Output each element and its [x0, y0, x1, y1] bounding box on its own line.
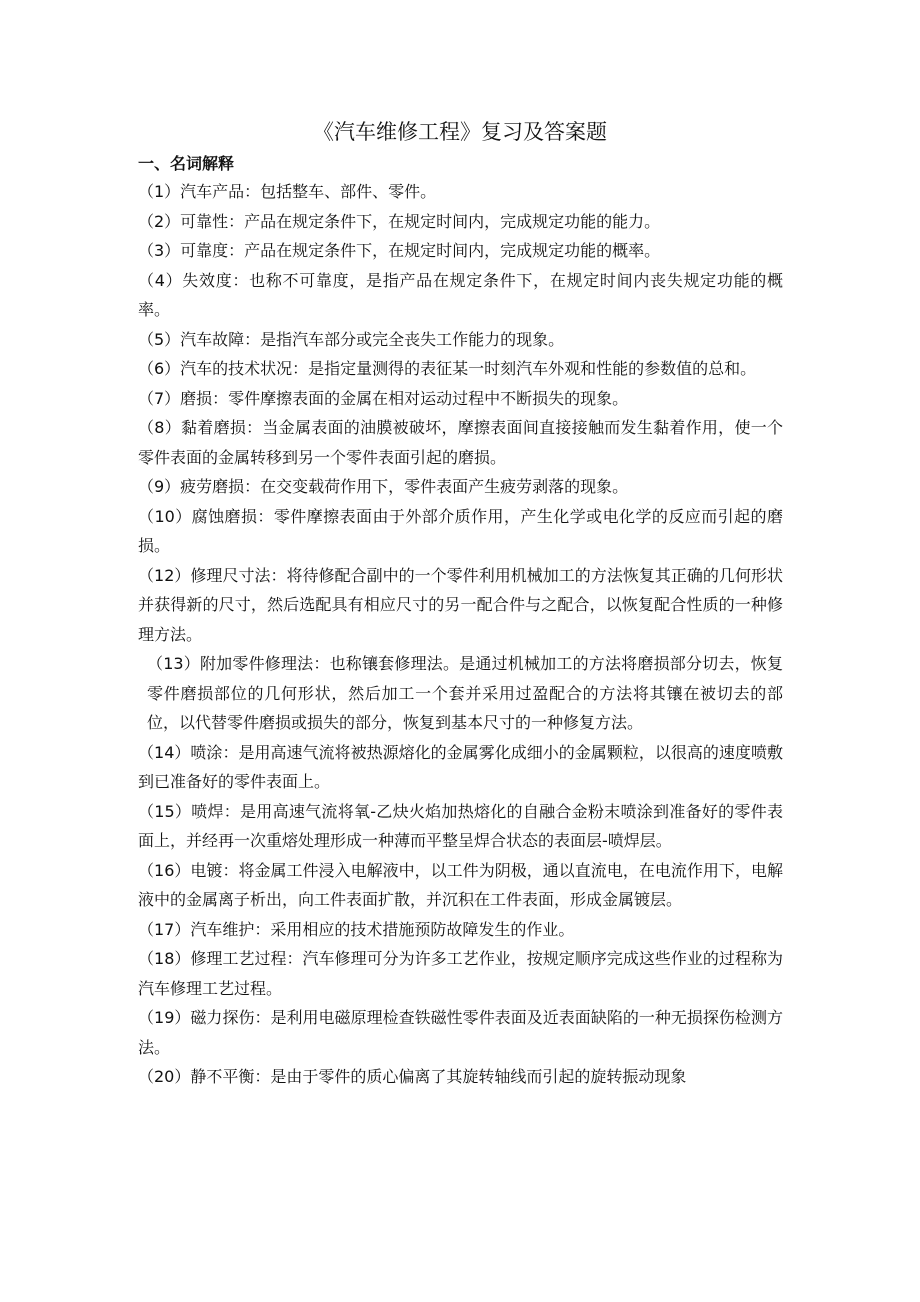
definition-item: （10）腐蚀磨损：零件摩擦表面由于外部介质作用，产生化学或电化学的反应而引起的磨损。 — [138, 506, 783, 555]
definition-item: （4）失效度：也称不可靠度，是指产品在规定条件下，在规定时间内丧失规定功能的概率。 — [138, 270, 783, 319]
definition-item: （7）磨损：零件摩擦表面的金属在相对运动过程中不断损失的现象。 — [138, 388, 629, 408]
definition-item: （1）汽车产品：包括整车、部件、零件。 — [138, 182, 437, 201]
definition-list — [138, 177, 783, 1092]
definition-item: （15）喷焊：是用高速气流将氧-乙炔火焰加热熔化的自融合金粉末喷涂到准备好的零件表面上，并经再一次重熔处理形成一种薄而平整呈焊合状态的表面层-喷焊层。 — [138, 801, 783, 850]
document-title: 《汽车维修工程》复习及答案题 — [313, 120, 607, 144]
definition-item: （9）疲劳磨损：在交变载荷作用下，零件表面产生疲劳剥落的现象。 — [138, 477, 629, 496]
definition-item: （18）修理工艺过程：汽车修理可分为许多工艺作业，按规定顺序完成这些作业的过程称为汽车修理工艺过程。 — [138, 949, 783, 998]
definition-item: （14）喷涂：是用高速气流将被热源熔化的金属雾化成细小的金属颗粒，以很高的速度喷敷到已准备好的零件表面上。 — [138, 742, 783, 791]
definition-item: （3）可靠度：产品在规定条件下，在规定时间内，完成规定功能的概率。 — [138, 241, 661, 260]
definition-item: （8）黏着磨损：当金属表面的油膜被破坏，摩擦表面间直接接触而发生黏着作用，使一个零件表面的金属转移到另一个零件表面引起的磨损。 — [138, 418, 783, 467]
definition-item: （2）可靠性：产品在规定条件下，在规定时间内，完成规定功能的能力。 — [138, 211, 661, 231]
definition-item: （6）汽车的技术状况：是指定量测得的表征某一时刻汽车外观和性能的参数值的总和。 — [138, 359, 757, 378]
definition-item: （19）磁力探伤：是利用电磁原理检查铁磁性零件表面及近表面缺陷的一种无损探伤检测方法。 — [138, 1008, 783, 1057]
definition-item: （16）电镀：将金属工件浸入电解液中，以工件为阴极，通以直流电，在电流作用下，电解液中的金属离子析出，向工件表面扩散，并沉积在工件表面，形成金属镀层。 — [138, 860, 783, 909]
definition-item: （17）汽车维护：采用相应的技术措施预防故障发生的作业。 — [138, 919, 575, 939]
definition-item: （12）修理尺寸法：将待修配合副中的一个零件利用机械加工的方法恢复其正确的几何形状并获得新的尺寸，然后选配具有相应尺寸的另一配合件与之配合，以恢复配合性质的一种修理方法。 — [138, 565, 783, 644]
definition-item: （5）汽车故障：是指汽车部分或完全丧失工作能力的现象。 — [138, 329, 565, 349]
definition-item: （13）附加零件修理法：也称镶套修理法。是通过机械加工的方法将磨损部分切去，恢复零件磨损部位的几何形状，然后加工一个套并采用过盈配合的方法将其镶在被切去的部位，以代替零件磨损或损失的部分，恢复到基本尺寸的一种修复方法。 — [147, 654, 783, 732]
section-heading: 一、名词解释 — [138, 154, 235, 173]
definition-item: （20）静不平衡：是由于零件的质心偏离了其旋转轴线而引起的旋转振动现象 — [138, 1067, 687, 1086]
